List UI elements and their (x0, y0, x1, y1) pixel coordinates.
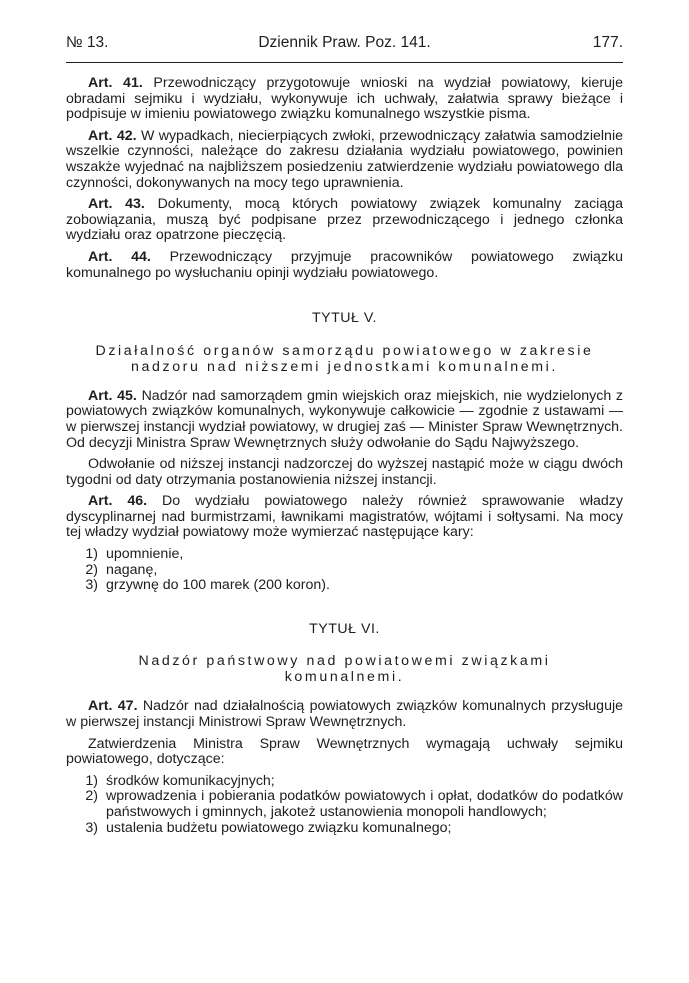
journal-title: Dziennik Praw. Poz. 141. (258, 34, 431, 51)
title-v-label: TYTUŁ V. (312, 310, 377, 327)
article-text: W wypadkach, niecierpiących zwłoki, przewodniczący załatwia samodzielnie wszelkie czynności, należące do zakresu działania wydziału powiatowego, powinien wszakże wyjednać na najbliższem posiedzeniu zatwierdzenie wydziału powiatowego dla czynności, dokonywanych na mocy tego uprawnienia. (66, 127, 623, 191)
article-45 (66, 389, 623, 451)
list-item: 3) ustalenia budżetu powiatowego związku komunalnego; (85, 819, 452, 836)
article-47-paragraph-2: Zatwierdzenia Ministra Spraw Wewnętrznych wymagają uchwały sejmiku powiatowego, dotyczące: (66, 735, 623, 768)
page-header (66, 34, 623, 56)
header-rule (66, 62, 623, 63)
article-label: Art. 41. (88, 75, 143, 91)
article-45-paragraph-2: Odwołanie od niższej instancji nadzorczej do wyższej nastąpić może w ciągu dwóch tygodni od daty otrzymania postanowienia niższej instancji. (66, 456, 623, 488)
article-label: Art. 42. (88, 127, 137, 144)
title-vi-label: TYTUŁ VI. (309, 620, 380, 637)
article-label: Art. 44. (88, 248, 151, 265)
list-item: 2) naganę, (85, 561, 158, 578)
article-label: Art. 43. (88, 196, 145, 213)
heading-line: Działalność organów samorządu powiatowego w zakresie (95, 342, 594, 359)
heading-line: Nadzór państwowy nad powiatowemi związkami (138, 653, 551, 670)
article-label: Art. 46. (88, 493, 148, 510)
article-text: Przewodniczący przygotowuje wnioski na wydział powiatowy, kieruje obradami sejmiku i wydziału, wykonywuje ich uchwały, załatwia sprawy bieżące i podpisuje w imieniu powiatowego związku komunalnego wszystkie pisma. (66, 75, 623, 123)
approval-list (66, 774, 623, 836)
article-46 (66, 494, 623, 541)
heading-line: komunalnemi. (284, 669, 405, 686)
article-label: Art. 45. (88, 387, 137, 404)
list-item: 1) upomnienie, (85, 546, 184, 563)
article-41 (66, 76, 623, 123)
list-item: 2) wprowadzenia i pobierania podatków powiatowych i opłat, dodatków do podatków państwowych i gminnych, jakoteż ustanowienia monopoli handlowych; (85, 788, 623, 820)
article-47 (66, 699, 623, 730)
heading-line: nadzoru nad niższemi jednostkami komunalnemi. (131, 358, 558, 375)
title-vi-heading (66, 653, 623, 685)
article-44 (66, 250, 623, 281)
issue-number: № 13. (66, 34, 109, 51)
title-v-heading (66, 343, 623, 375)
page-number: 177. (592, 34, 623, 51)
document-body (66, 76, 623, 840)
penalty-list (66, 547, 623, 594)
article-text: Nadzór nad działalnością powiatowych związków komunalnych przysługuje w pierwszej instancji Ministrowi Spraw Wewnętrznych. (66, 698, 624, 731)
article-42 (66, 129, 623, 191)
article-text: Nadzór nad samorządem gmin wiejskich oraz miejskich, nie wydzielonych z powiatowych związków komunalnych, wykonywuje całkowicie — zgodnie z ustawami — w pierwszej instancji wydział powiatowy, w drugiej zaś — Minister Spraw Wewnętrznych. Od decyzji Ministra Spraw Wewnętrznych służy odwołanie do Sądu Najwyższego. (66, 387, 623, 451)
article-text: Dokumenty, mocą których powiatowy związek komunalny zaciąga zobowiązania, muszą być podpisane przez przewodniczącego i jednego członka wydziału oraz opatrzone pieczęcią. (66, 196, 623, 244)
list-item: 3) grzywnę do 100 marek (200 koron). (85, 577, 330, 594)
article-43 (66, 197, 623, 244)
list-item: 1) środków komunikacyjnych; (85, 772, 275, 789)
article-label: Art. 47. (88, 698, 138, 715)
article-text: Do wydziału powiatowego należy również sprawowanie władzy dyscyplinarnej nad burmistrzami, ławnikami magistratów, wójtami i sołtysami. Na mocy tej władzy wydział powiatowy może wymierzać następujące kary: (66, 493, 623, 541)
article-text: Przewodniczący przyjmuje pracowników powiatowego związku komunalnego po wysłuchaniu opinji wydziału powiatowego. (66, 248, 624, 281)
